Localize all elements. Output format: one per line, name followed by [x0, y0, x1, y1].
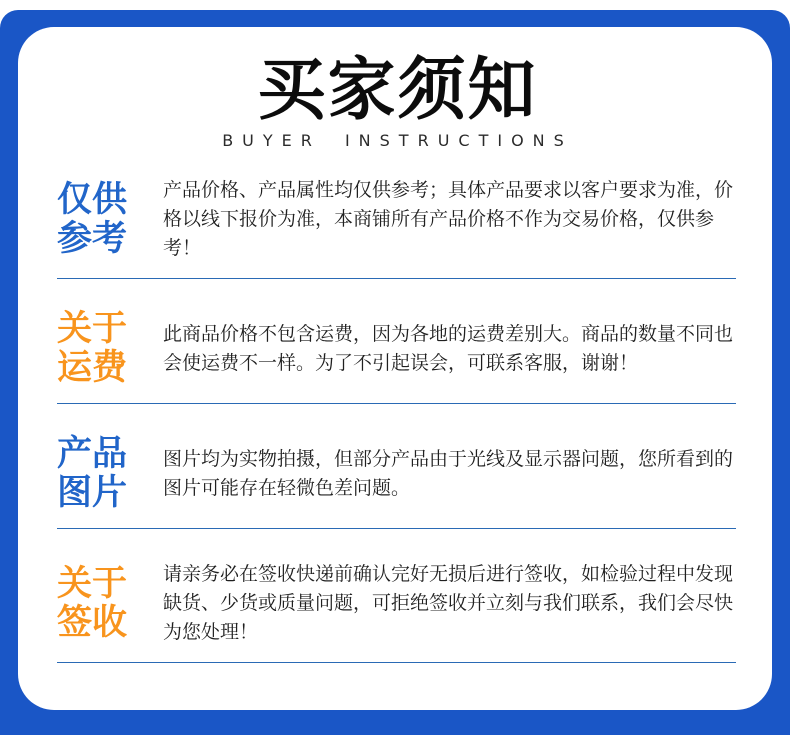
section-about-shipping	[57, 310, 738, 388]
section-product-images	[57, 435, 738, 513]
section-text: 图片均为实物拍摄，但部分产品由于光线及显示器问题，您所看到的图片可能存在轻微色差问题。	[163, 448, 734, 499]
section-divider	[57, 278, 736, 279]
section-label-line1: 仅供	[57, 179, 128, 220]
section-divider	[57, 403, 736, 404]
section-divider	[57, 662, 736, 663]
section-label-line2: 参考	[57, 218, 128, 259]
section-label-line1: 关于	[57, 563, 128, 604]
section-label-line1: 产品	[57, 434, 128, 474]
blue-frame	[0, 10, 790, 735]
content-panel	[18, 27, 772, 710]
page-title: 买家须知	[257, 51, 538, 130]
section-about-receipt	[57, 560, 738, 647]
section-reference-only	[57, 176, 738, 263]
section-divider	[57, 528, 736, 529]
section-label-line2: 图片	[57, 473, 128, 513]
section-label-line1: 关于	[57, 309, 128, 349]
notice-header	[57, 51, 738, 150]
section-label-line2: 签收	[57, 602, 128, 643]
section-label-line2: 运费	[57, 348, 128, 388]
page-subtitle: BUYER INSTRUCTIONS	[222, 131, 573, 150]
section-text: 请亲务必在签收快递前确认完好无损后进行签收，如检验过程中发现缺货、少货或质量问题，可拒绝签收并立刻与我们联系，我们会尽快为您处理！	[163, 563, 734, 643]
section-text: 此商品价格不包含运费，因为各地的运费差别大。商品的数量不同也会使运费不一样。为了不引起误会，可联系客服，谢谢！	[163, 323, 734, 374]
section-label	[57, 181, 145, 259]
section-label	[57, 565, 145, 643]
section-label	[57, 435, 145, 513]
section-text: 产品价格、产品属性均仅供参考；具体产品要求以客户要求为准，价格以线下报价为准，本商铺所有产品价格不作为交易价格，仅供参考！	[163, 179, 734, 259]
section-label	[57, 310, 145, 388]
